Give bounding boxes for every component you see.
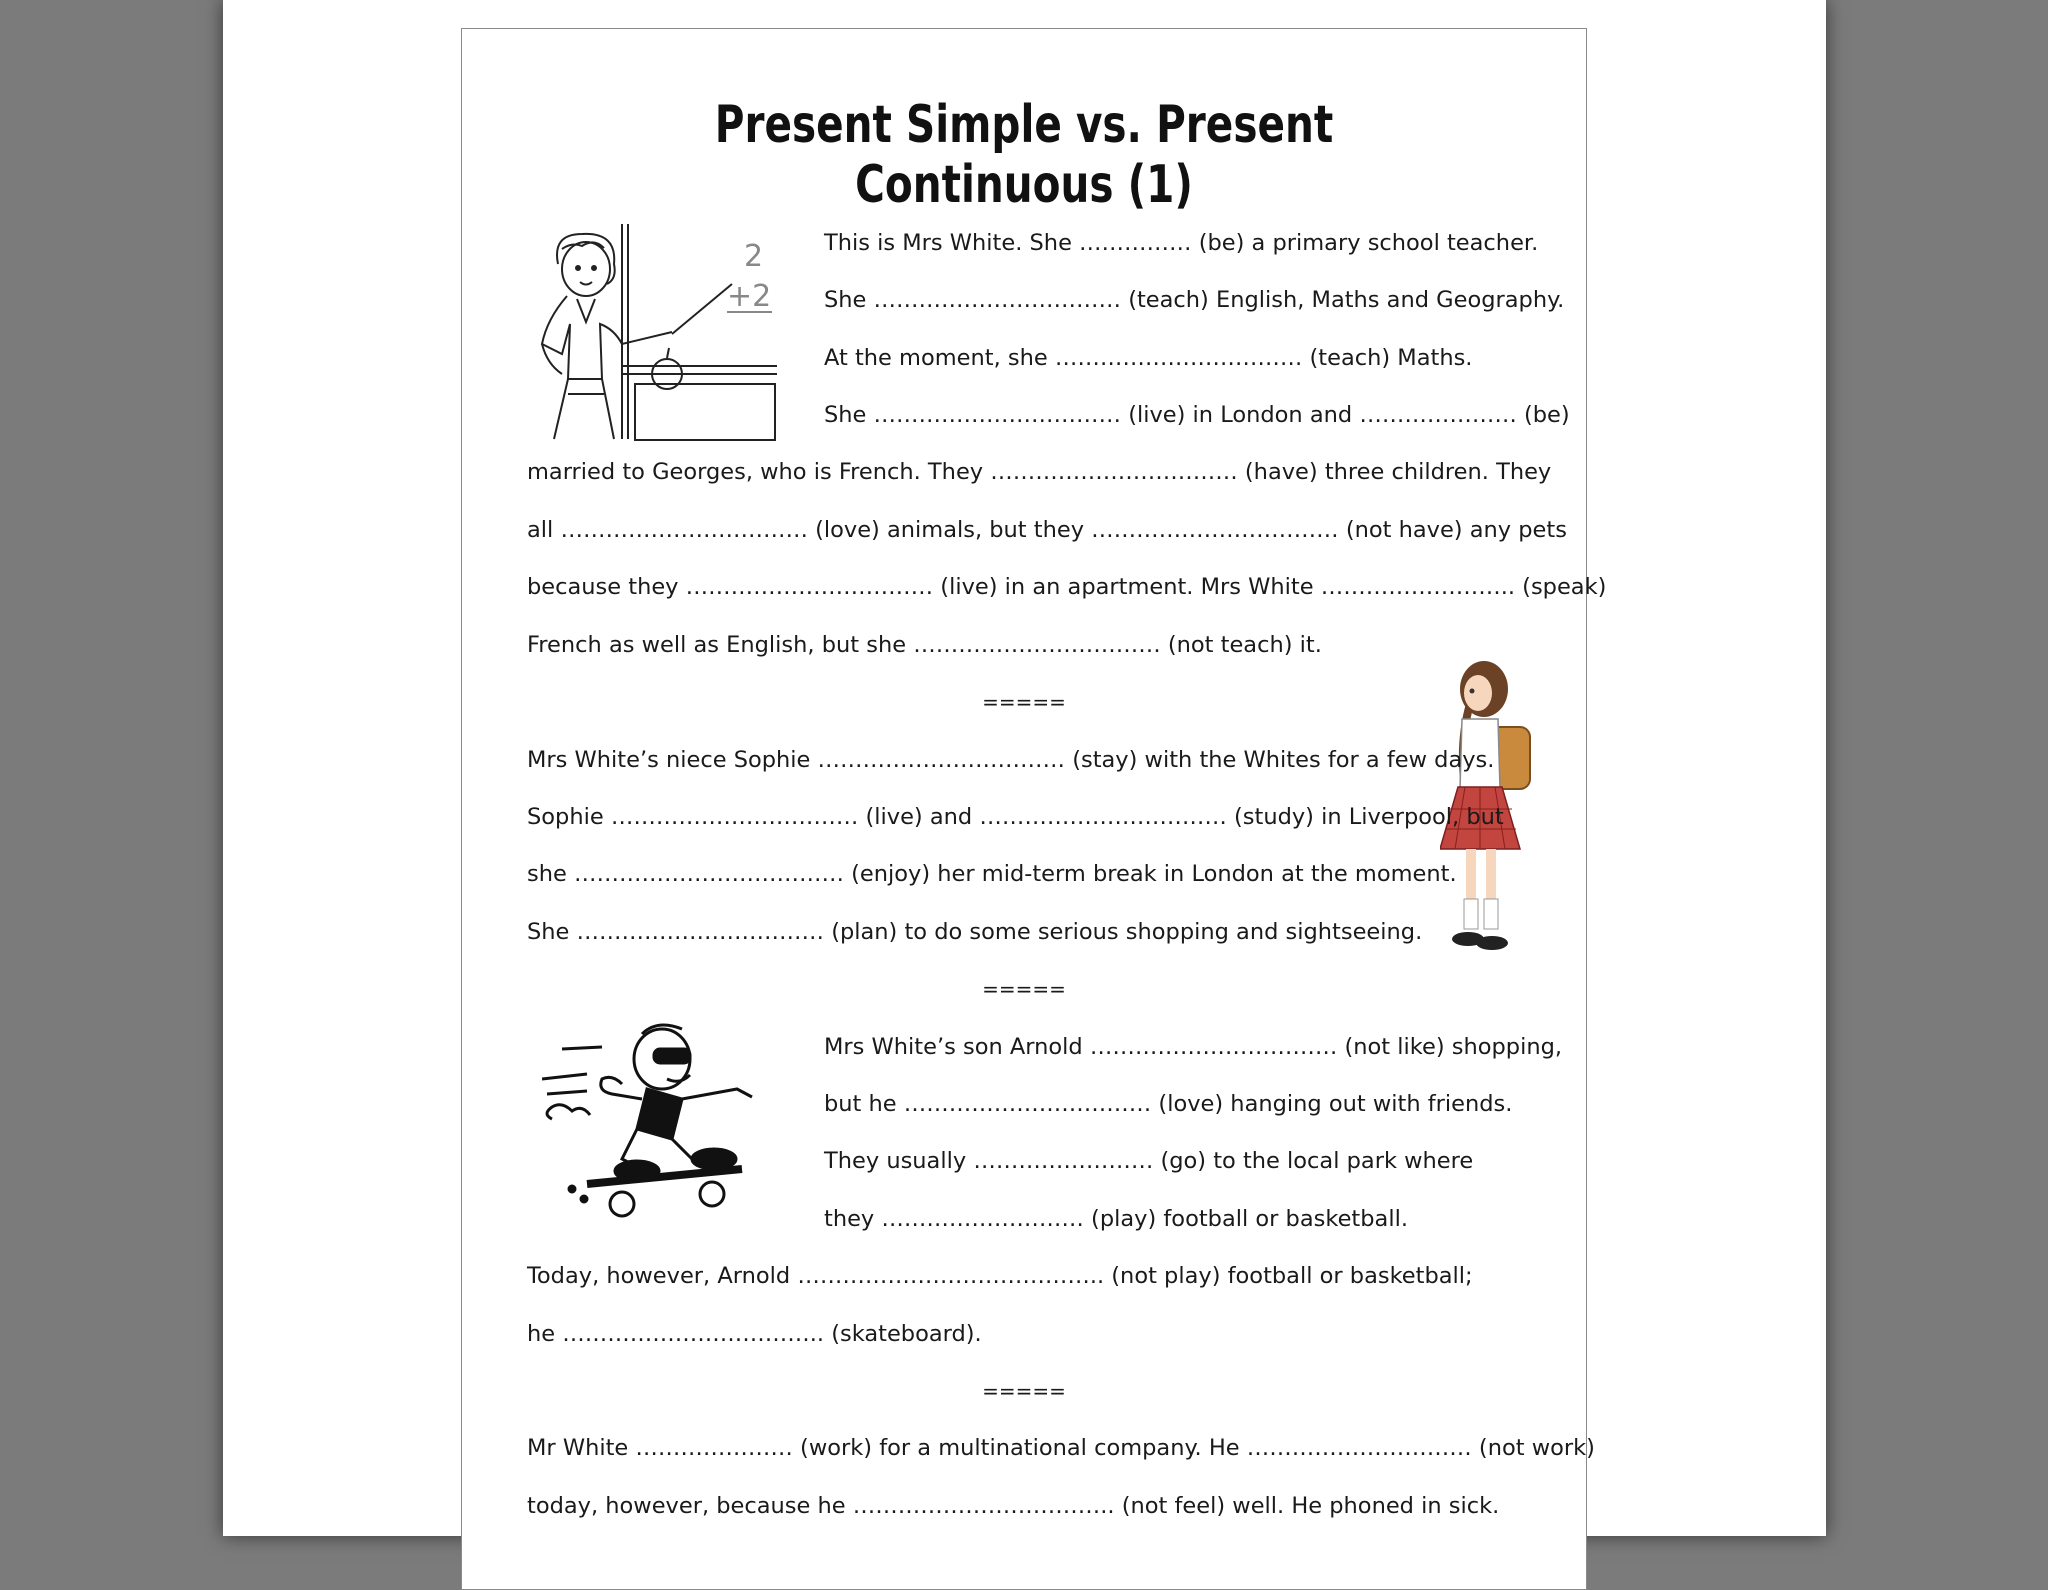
exercise-line-9: Mrs White’s niece Sophie …………………………… (stay) with the Whites for a few days. [527,747,1495,773]
exercise-line-2: She …………………………… (teach) English, Maths and Geography. [824,287,1565,313]
worksheet-page [461,28,1607,1590]
exercise-line-20: today, however, because he …………………………….. (not feel) well. He phoned in sick. [527,1493,1500,1519]
exercise-line-5: married to Georges, who is French. They …………………………… (have) three children. They [527,459,1552,485]
exercise-line-7: because they …………………………… (live) in an apartment. Mrs White …………………….. (speak) [527,574,1607,600]
exercise-line-18: he …………………………….. (skateboard). [527,1321,982,1347]
document-viewer-sheet [223,0,1826,1536]
exercise-line-17: Today, however, Arnold ………………………………….. (not play) football or basketball; [527,1263,1473,1289]
svg-text:2: 2 [744,239,764,274]
skateboarder-illustration-icon [542,1019,782,1229]
exercise-line-16: they ……………………… (play) football or basketball. [824,1206,1408,1232]
section-separator-1: ===== [982,690,1066,714]
exercise-line-12: She …………………………… (plan) to do some serious shopping and sightseeing. [527,919,1423,945]
svg-text:+2: +2 [727,279,772,314]
teacher-illustration-icon [522,224,777,444]
exercise-line-6: all …………………………… (love) animals, but they …………………………… (not have) any pets [527,517,1567,543]
exercise-line-4: She …………………………… (live) in London and ………………… (be) [824,402,1570,428]
exercise-line-10: Sophie …………………………… (live) and …………………………… (study) in Liverpool, but [527,804,1504,830]
exercise-line-3: At the moment, she …………………………… (teach) Maths. [824,345,1473,371]
exercise-line-11: she ……………………………… (enjoy) her mid-term break in London at the moment. [527,861,1457,887]
exercise-line-15: They usually …………………… (go) to the local park where [824,1148,1474,1174]
exercise-line-1: This is Mrs White. She …………… (be) a primary school teacher. [824,230,1539,256]
section-separator-2: ===== [982,977,1066,1001]
section-separator-3: ===== [982,1379,1066,1403]
exercise-line-19: Mr White ………………… (work) for a multinational company. He ………………………… (not work) [527,1435,1595,1461]
exercise-line-14: but he …………………………… (love) hanging out with friends. [824,1091,1513,1117]
exercise-line-13: Mrs White’s son Arnold …………………………… (not like) shopping, [824,1034,1563,1060]
exercise-line-8: French as well as English, but she …………………………… (not teach) it. [527,632,1322,658]
worksheet-title: Present Simple vs. Present Continuous (1) [714,95,1334,215]
